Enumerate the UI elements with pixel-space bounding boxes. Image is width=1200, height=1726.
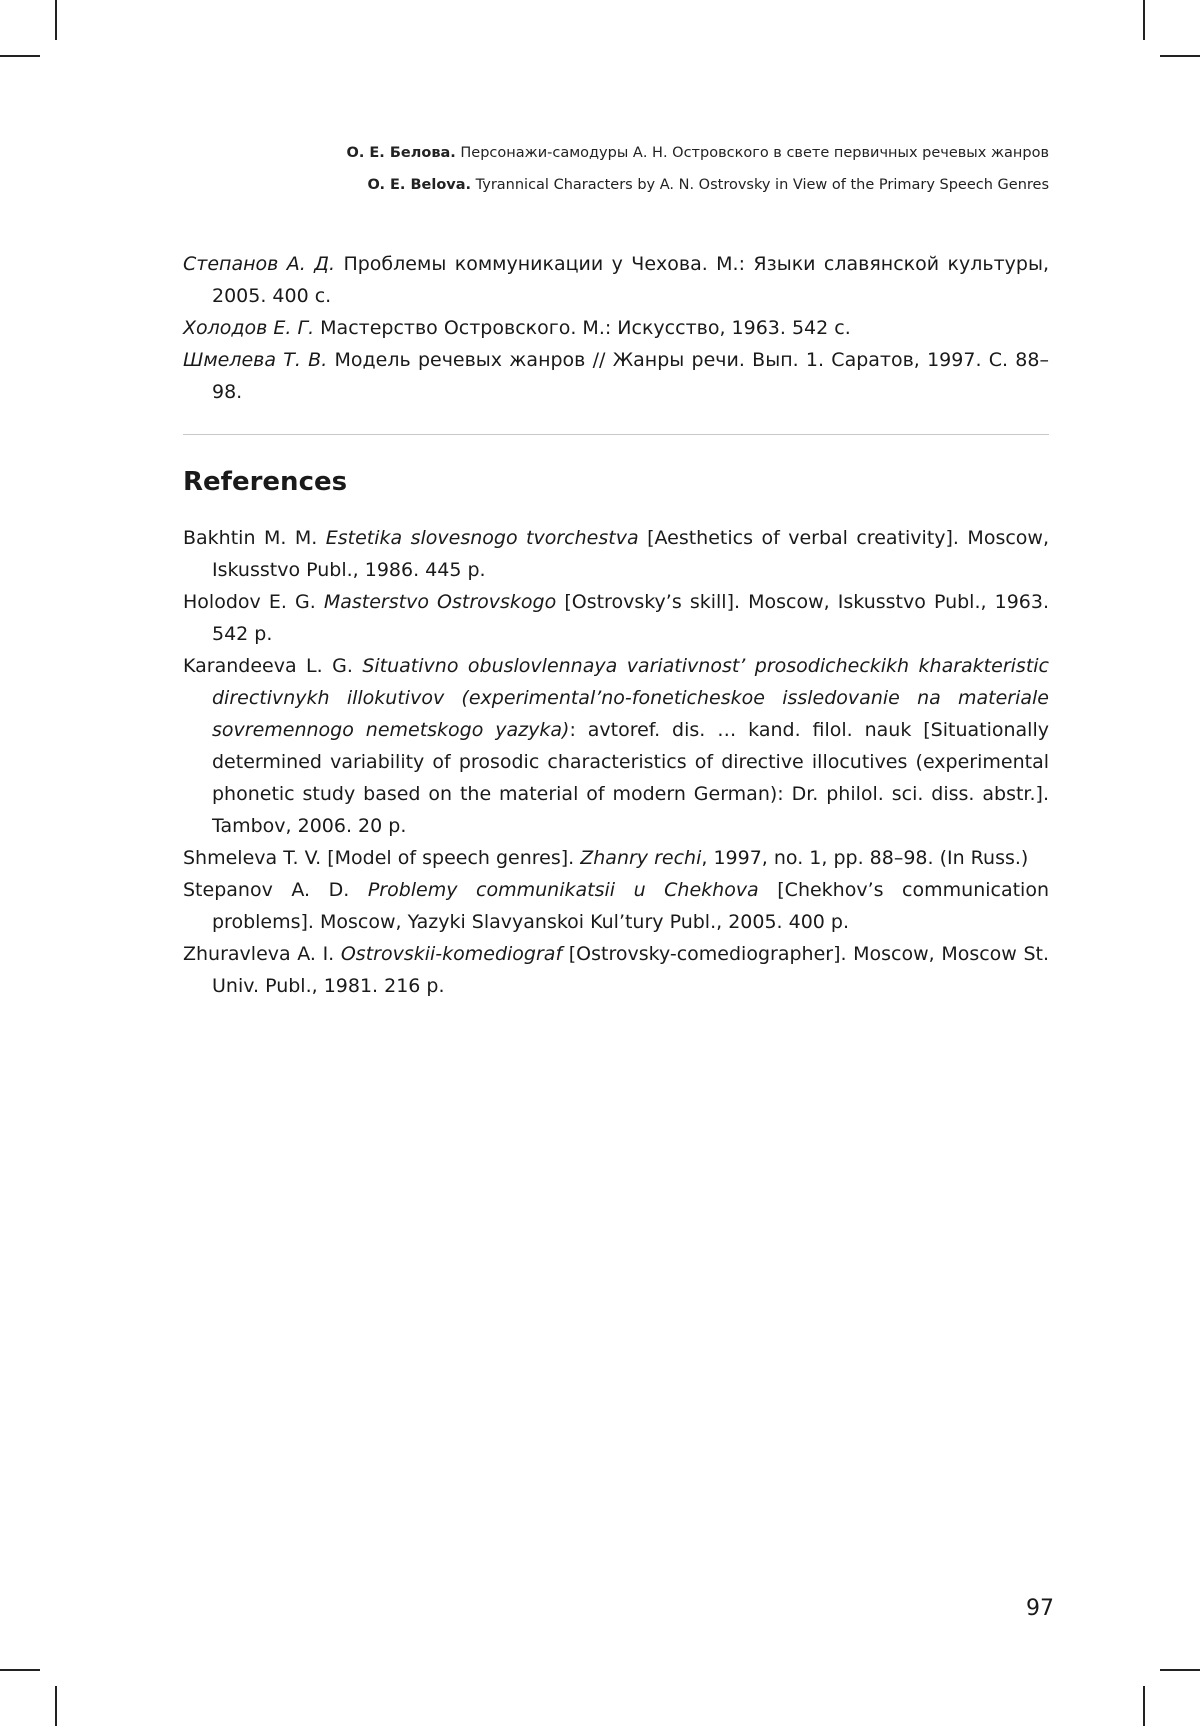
ref-title: Ostrovskii-komediograf xyxy=(340,943,563,965)
header-ru-line xyxy=(347,137,1049,169)
entry-author: Холодов Е. Г. xyxy=(183,317,315,339)
entry-text: Проблемы коммуникации у Чехова. М.: Языки славянской культуры, 2005. 400 с. xyxy=(212,253,1049,307)
page-number: 97 xyxy=(1026,1596,1054,1621)
references-heading: References xyxy=(183,467,348,497)
header-en-title: Tyrannical Characters by A. N. Ostrovsky in View of the Primary Speech Genres xyxy=(475,177,1049,193)
entry-author: Степанов А. Д. xyxy=(183,253,336,275)
ref-pre: Bakhtin M. M. xyxy=(183,527,326,549)
header-ru-author: О. Е. Белова. xyxy=(346,145,456,161)
ref-pre: Karandeeva L. G. xyxy=(183,655,363,677)
references-list xyxy=(183,522,1049,1002)
ref-title: Estetika slovesnogo tvorchestva xyxy=(325,527,639,549)
ref-post: [Aesthetics of verbal creativity]. Moscow, Iskusstvo Publ., 1986. 445 p. xyxy=(212,527,1049,581)
crop-mark xyxy=(55,0,57,40)
ref-post: [Ostrovsky-comediographer]. Moscow, Moscow St. Univ. Publ., 1981. 216 p. xyxy=(212,943,1050,997)
ref-post: [Chekhov’s communication problems]. Moscow, Yazyki Slavyanskoi Kul’tury Publ., 2005. 400 p. xyxy=(212,879,1049,933)
entry-author: Шмелева Т. В. xyxy=(183,349,328,371)
crop-mark xyxy=(0,55,40,57)
header-en-author: O. E. Belova. xyxy=(367,177,472,193)
header-ru-title: Персонажи-самодуры А. Н. Островского в свете первичных речевых жанров xyxy=(460,145,1049,161)
ref-pre: Stepanov A. D. xyxy=(183,879,368,901)
bibliography-entry xyxy=(183,312,1049,344)
reference-entry xyxy=(183,938,1049,1002)
ref-title: Masterstvo Ostrovskogo xyxy=(323,591,557,613)
ref-post: : avtoref. dis. … kand. filol. nauk [Situationally determined variability of prosodic characteristics of directive illocutives (experimental phonetic study based on the material of modern German): Dr. philol. sci. diss. abstr.]. Tambov, 2006. 20 p. xyxy=(212,719,1049,837)
bibliography-entry xyxy=(183,344,1049,408)
crop-mark xyxy=(55,1686,57,1726)
reference-entry xyxy=(183,842,1049,874)
reference-entry xyxy=(183,586,1049,650)
entry-text: Модель речевых жанров // Жанры речи. Вып. 1. Саратов, 1997. С. 88–98. xyxy=(212,349,1049,403)
reference-entry xyxy=(183,874,1049,938)
reference-entry xyxy=(183,650,1049,842)
crop-mark xyxy=(0,1669,40,1671)
ref-title: Problemy communikatsii u Chekhova xyxy=(367,879,759,901)
ref-pre: Zhuravleva A. I. xyxy=(183,943,341,965)
running-header xyxy=(347,137,1049,201)
ref-pre: Holodov E. G. xyxy=(183,591,324,613)
crop-mark xyxy=(1160,55,1200,57)
entry-text: Мастерство Островского. М.: Искусство, 1963. 542 с. xyxy=(314,317,851,339)
crop-mark xyxy=(1143,0,1145,40)
reference-entry xyxy=(183,522,1049,586)
ref-post: , 1997, no. 1, pp. 88–98. (In Russ.) xyxy=(701,847,1029,869)
header-en-line xyxy=(347,169,1049,201)
ref-post: [Ostrovsky’s skill]. Moscow, Iskusstvo Publ., 1963. 542 p. xyxy=(212,591,1050,645)
crop-mark xyxy=(1160,1669,1200,1671)
ref-title: Situativno obuslovlennaya variativnost’ prosodicheckikh kharakteristic directivnykh illokutivov (experimental’no-foneticheskoe issledovanie na materiale sovremennogo nemetskogo yazyka) xyxy=(212,655,1049,741)
section-divider xyxy=(183,434,1049,435)
bibliography-entry xyxy=(183,248,1049,312)
ref-pre: Shmeleva T. V. [Model of speech genres]. xyxy=(183,847,581,869)
ref-title: Zhanry rechi xyxy=(580,847,702,869)
russian-bibliography xyxy=(183,248,1049,408)
crop-mark xyxy=(1143,1686,1145,1726)
